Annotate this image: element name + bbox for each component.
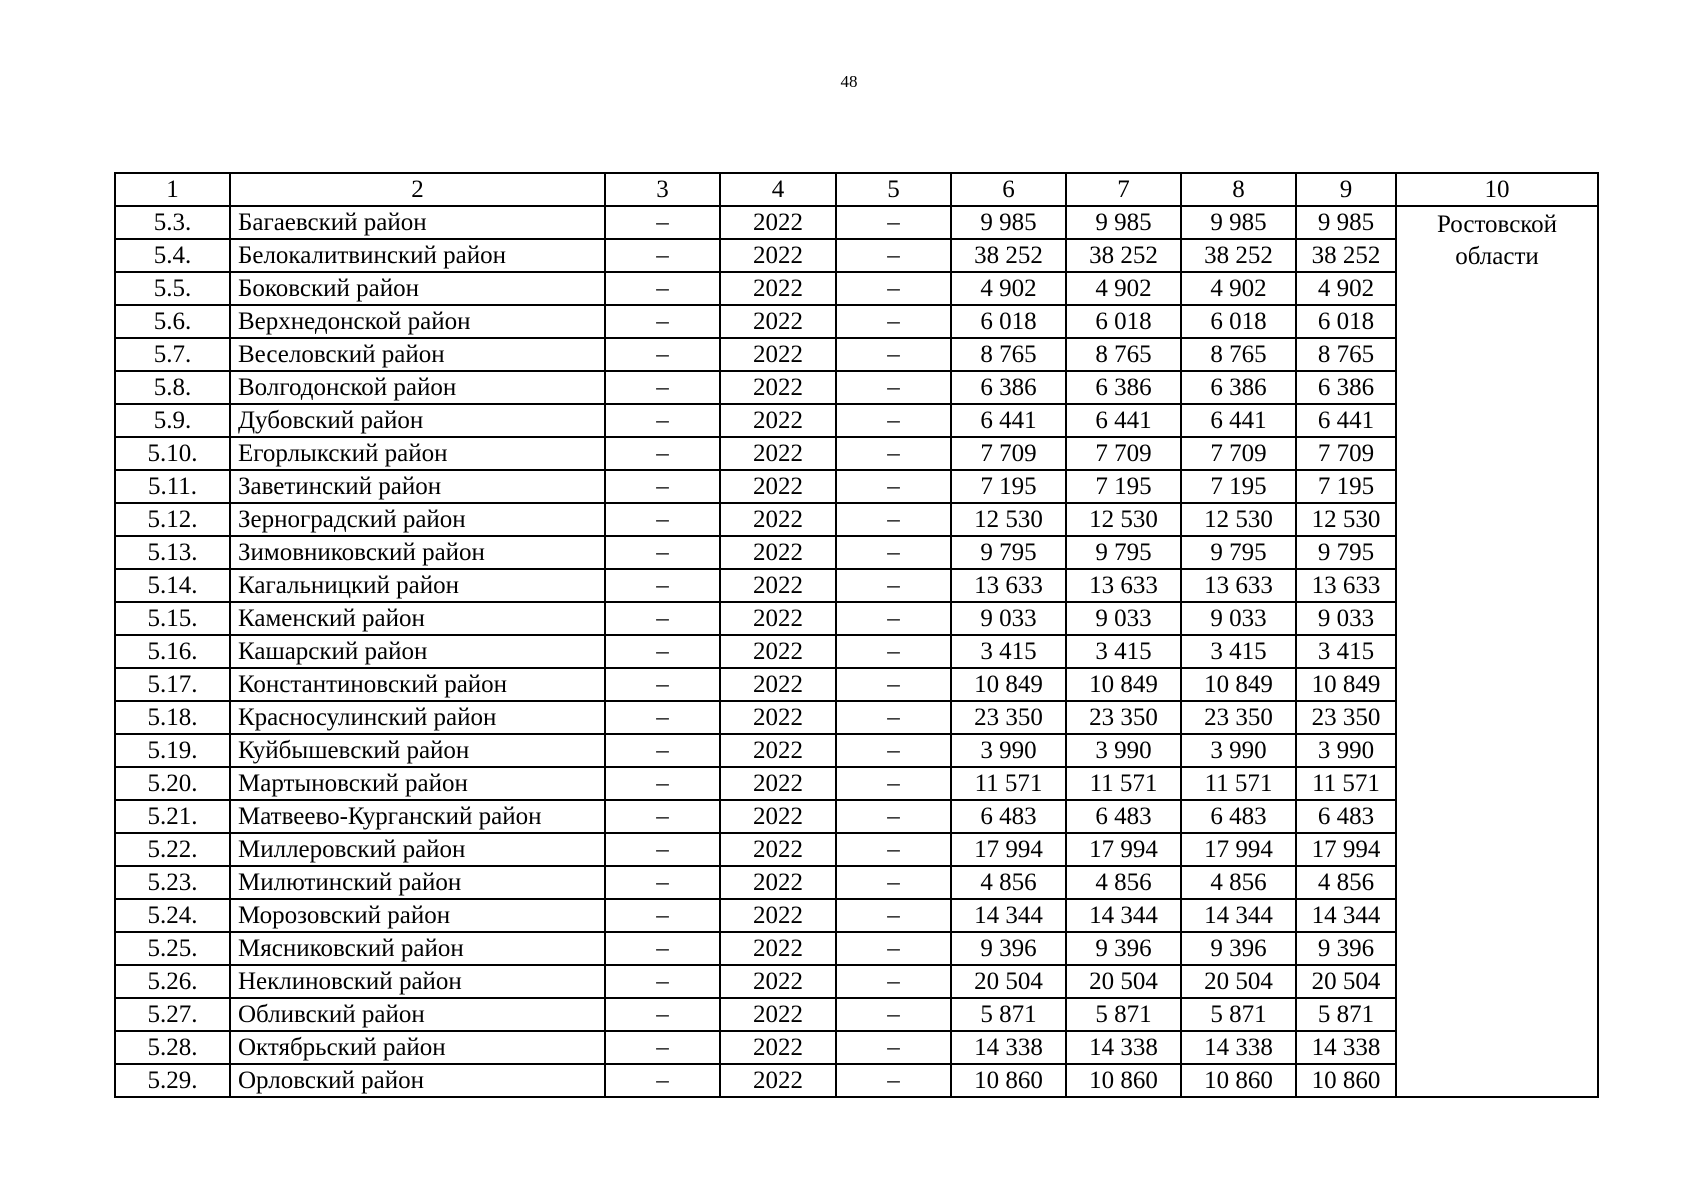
col8-value: 13 633 bbox=[1181, 569, 1296, 602]
table-row bbox=[115, 635, 1598, 668]
year-value: 2022 bbox=[720, 767, 836, 800]
table-row bbox=[115, 734, 1598, 767]
district-name: Зерноградский район bbox=[230, 503, 605, 536]
col3-value: – bbox=[605, 569, 720, 602]
col6-value: 6 018 bbox=[951, 305, 1066, 338]
col8-value: 4 902 bbox=[1181, 272, 1296, 305]
col5-value: – bbox=[836, 1031, 951, 1064]
col6-value: 3 990 bbox=[951, 734, 1066, 767]
row-number: 5.11. bbox=[115, 470, 230, 503]
district-name: Верхнедонской район bbox=[230, 305, 605, 338]
col3-value: – bbox=[605, 734, 720, 767]
table-row bbox=[115, 536, 1598, 569]
row-number: 5.18. bbox=[115, 701, 230, 734]
col3-value: – bbox=[605, 305, 720, 338]
col8-value: 9 985 bbox=[1181, 206, 1296, 239]
table-row bbox=[115, 701, 1598, 734]
col8-value: 8 765 bbox=[1181, 338, 1296, 371]
header-row bbox=[115, 173, 1598, 206]
col3-value: – bbox=[605, 536, 720, 569]
district-name: Егорлыкский район bbox=[230, 437, 605, 470]
col3-value: – bbox=[605, 701, 720, 734]
row-number: 5.22. bbox=[115, 833, 230, 866]
year-value: 2022 bbox=[720, 305, 836, 338]
row-number: 5.6. bbox=[115, 305, 230, 338]
col5-value: – bbox=[836, 668, 951, 701]
row-number: 5.21. bbox=[115, 800, 230, 833]
col3-value: – bbox=[605, 767, 720, 800]
col5-value: – bbox=[836, 371, 951, 404]
col3-value: – bbox=[605, 338, 720, 371]
col5-value: – bbox=[836, 899, 951, 932]
col5-value: – bbox=[836, 1064, 951, 1097]
table-row bbox=[115, 998, 1598, 1031]
district-name: Волгодонской район bbox=[230, 371, 605, 404]
district-name: Заветинский район bbox=[230, 470, 605, 503]
header-cell-4: 4 bbox=[720, 173, 836, 206]
col5-value: – bbox=[836, 833, 951, 866]
col9-value: 7 709 bbox=[1296, 437, 1396, 470]
col5-value: – bbox=[836, 569, 951, 602]
table-row bbox=[115, 371, 1598, 404]
row-number: 5.12. bbox=[115, 503, 230, 536]
col9-value: 9 985 bbox=[1296, 206, 1396, 239]
col9-value: 12 530 bbox=[1296, 503, 1396, 536]
row-number: 5.24. bbox=[115, 899, 230, 932]
row-number: 5.28. bbox=[115, 1031, 230, 1064]
col9-value: 14 338 bbox=[1296, 1031, 1396, 1064]
col8-value: 10 849 bbox=[1181, 668, 1296, 701]
row-number: 5.5. bbox=[115, 272, 230, 305]
col5-value: – bbox=[836, 206, 951, 239]
header-cell-6: 6 bbox=[951, 173, 1066, 206]
col7-value: 9 033 bbox=[1066, 602, 1181, 635]
col8-value: 38 252 bbox=[1181, 239, 1296, 272]
table-row bbox=[115, 1064, 1598, 1097]
col9-value: 10 860 bbox=[1296, 1064, 1396, 1097]
col6-value: 12 530 bbox=[951, 503, 1066, 536]
col9-value: 3 415 bbox=[1296, 635, 1396, 668]
col8-value: 3 990 bbox=[1181, 734, 1296, 767]
col3-value: – bbox=[605, 1031, 720, 1064]
row-number: 5.19. bbox=[115, 734, 230, 767]
col6-value: 9 985 bbox=[951, 206, 1066, 239]
col8-value: 7 195 bbox=[1181, 470, 1296, 503]
col6-value: 7 195 bbox=[951, 470, 1066, 503]
col3-value: – bbox=[605, 899, 720, 932]
col3-value: – bbox=[605, 470, 720, 503]
row-number: 5.3. bbox=[115, 206, 230, 239]
row-number: 5.4. bbox=[115, 239, 230, 272]
col6-value: 10 849 bbox=[951, 668, 1066, 701]
district-name: Дубовский район bbox=[230, 404, 605, 437]
col8-value: 9 795 bbox=[1181, 536, 1296, 569]
district-name: Кашарский район bbox=[230, 635, 605, 668]
col5-value: – bbox=[836, 767, 951, 800]
col6-value: 11 571 bbox=[951, 767, 1066, 800]
col5-value: – bbox=[836, 635, 951, 668]
col6-value: 17 994 bbox=[951, 833, 1066, 866]
col7-value: 4 902 bbox=[1066, 272, 1181, 305]
year-value: 2022 bbox=[720, 1031, 836, 1064]
col9-value: 6 483 bbox=[1296, 800, 1396, 833]
year-value: 2022 bbox=[720, 998, 836, 1031]
table-row bbox=[115, 767, 1598, 800]
col5-value: – bbox=[836, 932, 951, 965]
col6-value: 8 765 bbox=[951, 338, 1066, 371]
table-row bbox=[115, 1031, 1598, 1064]
district-name: Боковский район bbox=[230, 272, 605, 305]
col5-value: – bbox=[836, 404, 951, 437]
col5-value: – bbox=[836, 503, 951, 536]
col8-value: 17 994 bbox=[1181, 833, 1296, 866]
district-name: Милютинский район bbox=[230, 866, 605, 899]
col9-value: 11 571 bbox=[1296, 767, 1396, 800]
table-body bbox=[115, 173, 1598, 1097]
col6-value: 6 483 bbox=[951, 800, 1066, 833]
col7-value: 5 871 bbox=[1066, 998, 1181, 1031]
table-row bbox=[115, 272, 1598, 305]
col6-value: 14 344 bbox=[951, 899, 1066, 932]
year-value: 2022 bbox=[720, 800, 836, 833]
col5-value: – bbox=[836, 701, 951, 734]
col5-value: – bbox=[836, 965, 951, 998]
col7-value: 9 396 bbox=[1066, 932, 1181, 965]
col5-value: – bbox=[836, 437, 951, 470]
table-row bbox=[115, 503, 1598, 536]
col8-value: 11 571 bbox=[1181, 767, 1296, 800]
col9-value: 5 871 bbox=[1296, 998, 1396, 1031]
table-row bbox=[115, 470, 1598, 503]
col7-value: 7 709 bbox=[1066, 437, 1181, 470]
header-cell-2: 2 bbox=[230, 173, 605, 206]
row-number: 5.7. bbox=[115, 338, 230, 371]
year-value: 2022 bbox=[720, 635, 836, 668]
col7-value: 23 350 bbox=[1066, 701, 1181, 734]
col9-value: 6 441 bbox=[1296, 404, 1396, 437]
header-cell-3: 3 bbox=[605, 173, 720, 206]
col6-value: 10 860 bbox=[951, 1064, 1066, 1097]
col5-value: – bbox=[836, 470, 951, 503]
col7-value: 6 018 bbox=[1066, 305, 1181, 338]
col6-value: 4 902 bbox=[951, 272, 1066, 305]
col5-value: – bbox=[836, 866, 951, 899]
row-number: 5.16. bbox=[115, 635, 230, 668]
district-table bbox=[114, 172, 1599, 1098]
year-value: 2022 bbox=[720, 338, 836, 371]
col9-value: 6 018 bbox=[1296, 305, 1396, 338]
district-name: Белокалитвинский район bbox=[230, 239, 605, 272]
col8-value: 14 344 bbox=[1181, 899, 1296, 932]
col9-value: 6 386 bbox=[1296, 371, 1396, 404]
col6-value: 4 856 bbox=[951, 866, 1066, 899]
header-cell-10: 10 bbox=[1396, 173, 1598, 206]
district-name: Красносулинский район bbox=[230, 701, 605, 734]
col9-value: 4 856 bbox=[1296, 866, 1396, 899]
col6-value: 7 709 bbox=[951, 437, 1066, 470]
col8-value: 14 338 bbox=[1181, 1031, 1296, 1064]
col8-value: 6 483 bbox=[1181, 800, 1296, 833]
col6-value: 23 350 bbox=[951, 701, 1066, 734]
year-value: 2022 bbox=[720, 833, 836, 866]
row-number: 5.27. bbox=[115, 998, 230, 1031]
col9-value: 3 990 bbox=[1296, 734, 1396, 767]
col8-value: 7 709 bbox=[1181, 437, 1296, 470]
year-value: 2022 bbox=[720, 734, 836, 767]
col7-value: 38 252 bbox=[1066, 239, 1181, 272]
header-cell-1: 1 bbox=[115, 173, 230, 206]
row-number: 5.10. bbox=[115, 437, 230, 470]
table-row bbox=[115, 668, 1598, 701]
table-row bbox=[115, 404, 1598, 437]
col6-value: 13 633 bbox=[951, 569, 1066, 602]
col3-value: – bbox=[605, 998, 720, 1031]
district-name: Кагальницкий район bbox=[230, 569, 605, 602]
district-name: Неклиновский район bbox=[230, 965, 605, 998]
year-value: 2022 bbox=[720, 1064, 836, 1097]
col3-value: – bbox=[605, 371, 720, 404]
year-value: 2022 bbox=[720, 206, 836, 239]
col3-value: – bbox=[605, 404, 720, 437]
table-row bbox=[115, 965, 1598, 998]
col7-value: 10 860 bbox=[1066, 1064, 1181, 1097]
region-cell bbox=[1396, 206, 1598, 1097]
col3-value: – bbox=[605, 239, 720, 272]
col3-value: – bbox=[605, 602, 720, 635]
col7-value: 4 856 bbox=[1066, 866, 1181, 899]
col7-value: 17 994 bbox=[1066, 833, 1181, 866]
col7-value: 7 195 bbox=[1066, 470, 1181, 503]
col5-value: – bbox=[836, 338, 951, 371]
district-name: Миллеровский район bbox=[230, 833, 605, 866]
col9-value: 14 344 bbox=[1296, 899, 1396, 932]
col5-value: – bbox=[836, 536, 951, 569]
col3-value: – bbox=[605, 866, 720, 899]
col9-value: 17 994 bbox=[1296, 833, 1396, 866]
year-value: 2022 bbox=[720, 371, 836, 404]
year-value: 2022 bbox=[720, 602, 836, 635]
year-value: 2022 bbox=[720, 899, 836, 932]
col6-value: 6 441 bbox=[951, 404, 1066, 437]
col8-value: 23 350 bbox=[1181, 701, 1296, 734]
district-name: Константиновский район bbox=[230, 668, 605, 701]
col9-value: 13 633 bbox=[1296, 569, 1396, 602]
year-value: 2022 bbox=[720, 503, 836, 536]
header-cell-8: 8 bbox=[1181, 173, 1296, 206]
table-row bbox=[115, 437, 1598, 470]
col6-value: 14 338 bbox=[951, 1031, 1066, 1064]
col7-value: 12 530 bbox=[1066, 503, 1181, 536]
table-row bbox=[115, 305, 1598, 338]
table-row bbox=[115, 338, 1598, 371]
col3-value: – bbox=[605, 635, 720, 668]
region-label-line: Ростовской bbox=[1436, 211, 1558, 238]
col9-value: 8 765 bbox=[1296, 338, 1396, 371]
col7-value: 3 415 bbox=[1066, 635, 1181, 668]
year-value: 2022 bbox=[720, 569, 836, 602]
col8-value: 5 871 bbox=[1181, 998, 1296, 1031]
district-name: Орловский район bbox=[230, 1064, 605, 1097]
year-value: 2022 bbox=[720, 701, 836, 734]
table-row bbox=[115, 239, 1598, 272]
district-name: Морозовский район bbox=[230, 899, 605, 932]
col8-value: 9 033 bbox=[1181, 602, 1296, 635]
col8-value: 12 530 bbox=[1181, 503, 1296, 536]
district-name: Каменский район bbox=[230, 602, 605, 635]
col9-value: 23 350 bbox=[1296, 701, 1396, 734]
col6-value: 5 871 bbox=[951, 998, 1066, 1031]
col5-value: – bbox=[836, 305, 951, 338]
col8-value: 6 441 bbox=[1181, 404, 1296, 437]
district-name: Куйбышевский район bbox=[230, 734, 605, 767]
col7-value: 14 338 bbox=[1066, 1031, 1181, 1064]
col3-value: – bbox=[605, 272, 720, 305]
row-number: 5.14. bbox=[115, 569, 230, 602]
row-number: 5.25. bbox=[115, 932, 230, 965]
col6-value: 38 252 bbox=[951, 239, 1066, 272]
col9-value: 10 849 bbox=[1296, 668, 1396, 701]
district-name: Октябрьский район bbox=[230, 1031, 605, 1064]
header-cell-5: 5 bbox=[836, 173, 951, 206]
col5-value: – bbox=[836, 602, 951, 635]
col8-value: 4 856 bbox=[1181, 866, 1296, 899]
col9-value: 7 195 bbox=[1296, 470, 1396, 503]
table-row bbox=[115, 866, 1598, 899]
year-value: 2022 bbox=[720, 668, 836, 701]
row-number: 5.9. bbox=[115, 404, 230, 437]
table-row bbox=[115, 800, 1598, 833]
col7-value: 6 441 bbox=[1066, 404, 1181, 437]
col7-value: 6 483 bbox=[1066, 800, 1181, 833]
table-row bbox=[115, 602, 1598, 635]
year-value: 2022 bbox=[720, 272, 836, 305]
year-value: 2022 bbox=[720, 437, 836, 470]
col6-value: 3 415 bbox=[951, 635, 1066, 668]
col8-value: 6 018 bbox=[1181, 305, 1296, 338]
col6-value: 9 033 bbox=[951, 602, 1066, 635]
row-number: 5.26. bbox=[115, 965, 230, 998]
year-value: 2022 bbox=[720, 536, 836, 569]
col3-value: – bbox=[605, 932, 720, 965]
col3-value: – bbox=[605, 800, 720, 833]
col8-value: 6 386 bbox=[1181, 371, 1296, 404]
col5-value: – bbox=[836, 272, 951, 305]
year-value: 2022 bbox=[720, 239, 836, 272]
district-name: Багаевский район bbox=[230, 206, 605, 239]
row-number: 5.8. bbox=[115, 371, 230, 404]
district-name: Матвеево-Курганский район bbox=[230, 800, 605, 833]
col7-value: 6 386 bbox=[1066, 371, 1181, 404]
col7-value: 11 571 bbox=[1066, 767, 1181, 800]
col3-value: – bbox=[605, 437, 720, 470]
table-row bbox=[115, 206, 1598, 239]
col6-value: 20 504 bbox=[951, 965, 1066, 998]
col7-value: 20 504 bbox=[1066, 965, 1181, 998]
col5-value: – bbox=[836, 239, 951, 272]
col7-value: 14 344 bbox=[1066, 899, 1181, 932]
col6-value: 9 795 bbox=[951, 536, 1066, 569]
col9-value: 9 795 bbox=[1296, 536, 1396, 569]
district-name: Обливский район bbox=[230, 998, 605, 1031]
col3-value: – bbox=[605, 503, 720, 536]
col7-value: 9 795 bbox=[1066, 536, 1181, 569]
col9-value: 4 902 bbox=[1296, 272, 1396, 305]
year-value: 2022 bbox=[720, 470, 836, 503]
col9-value: 38 252 bbox=[1296, 239, 1396, 272]
col5-value: – bbox=[836, 734, 951, 767]
district-name: Мясниковский район bbox=[230, 932, 605, 965]
col8-value: 3 415 bbox=[1181, 635, 1296, 668]
col8-value: 10 860 bbox=[1181, 1064, 1296, 1097]
col5-value: – bbox=[836, 800, 951, 833]
year-value: 2022 bbox=[720, 866, 836, 899]
header-cell-7: 7 bbox=[1066, 173, 1181, 206]
col8-value: 9 396 bbox=[1181, 932, 1296, 965]
table-row bbox=[115, 899, 1598, 932]
col3-value: – bbox=[605, 206, 720, 239]
col9-value: 9 033 bbox=[1296, 602, 1396, 635]
row-number: 5.15. bbox=[115, 602, 230, 635]
year-value: 2022 bbox=[720, 965, 836, 998]
year-value: 2022 bbox=[720, 932, 836, 965]
col5-value: – bbox=[836, 998, 951, 1031]
district-name: Мартыновский район bbox=[230, 767, 605, 800]
col6-value: 9 396 bbox=[951, 932, 1066, 965]
col7-value: 8 765 bbox=[1066, 338, 1181, 371]
col7-value: 10 849 bbox=[1066, 668, 1181, 701]
district-name: Зимовниковский район bbox=[230, 536, 605, 569]
row-number: 5.13. bbox=[115, 536, 230, 569]
col9-value: 9 396 bbox=[1296, 932, 1396, 965]
row-number: 5.23. bbox=[115, 866, 230, 899]
page-number: 48 bbox=[840, 72, 858, 91]
col7-value: 13 633 bbox=[1066, 569, 1181, 602]
col3-value: – bbox=[605, 668, 720, 701]
district-name: Веселовский район bbox=[230, 338, 605, 371]
row-number: 5.20. bbox=[115, 767, 230, 800]
year-value: 2022 bbox=[720, 404, 836, 437]
row-number: 5.17. bbox=[115, 668, 230, 701]
col8-value: 20 504 bbox=[1181, 965, 1296, 998]
col3-value: – bbox=[605, 1064, 720, 1097]
col6-value: 6 386 bbox=[951, 371, 1066, 404]
col3-value: – bbox=[605, 965, 720, 998]
row-number: 5.29. bbox=[115, 1064, 230, 1097]
table-row bbox=[115, 932, 1598, 965]
col9-value: 20 504 bbox=[1296, 965, 1396, 998]
region-label-line: области bbox=[1455, 243, 1539, 270]
col7-value: 9 985 bbox=[1066, 206, 1181, 239]
col3-value: – bbox=[605, 833, 720, 866]
header-cell-9: 9 bbox=[1296, 173, 1396, 206]
table-row bbox=[115, 569, 1598, 602]
col7-value: 3 990 bbox=[1066, 734, 1181, 767]
table-row bbox=[115, 833, 1598, 866]
